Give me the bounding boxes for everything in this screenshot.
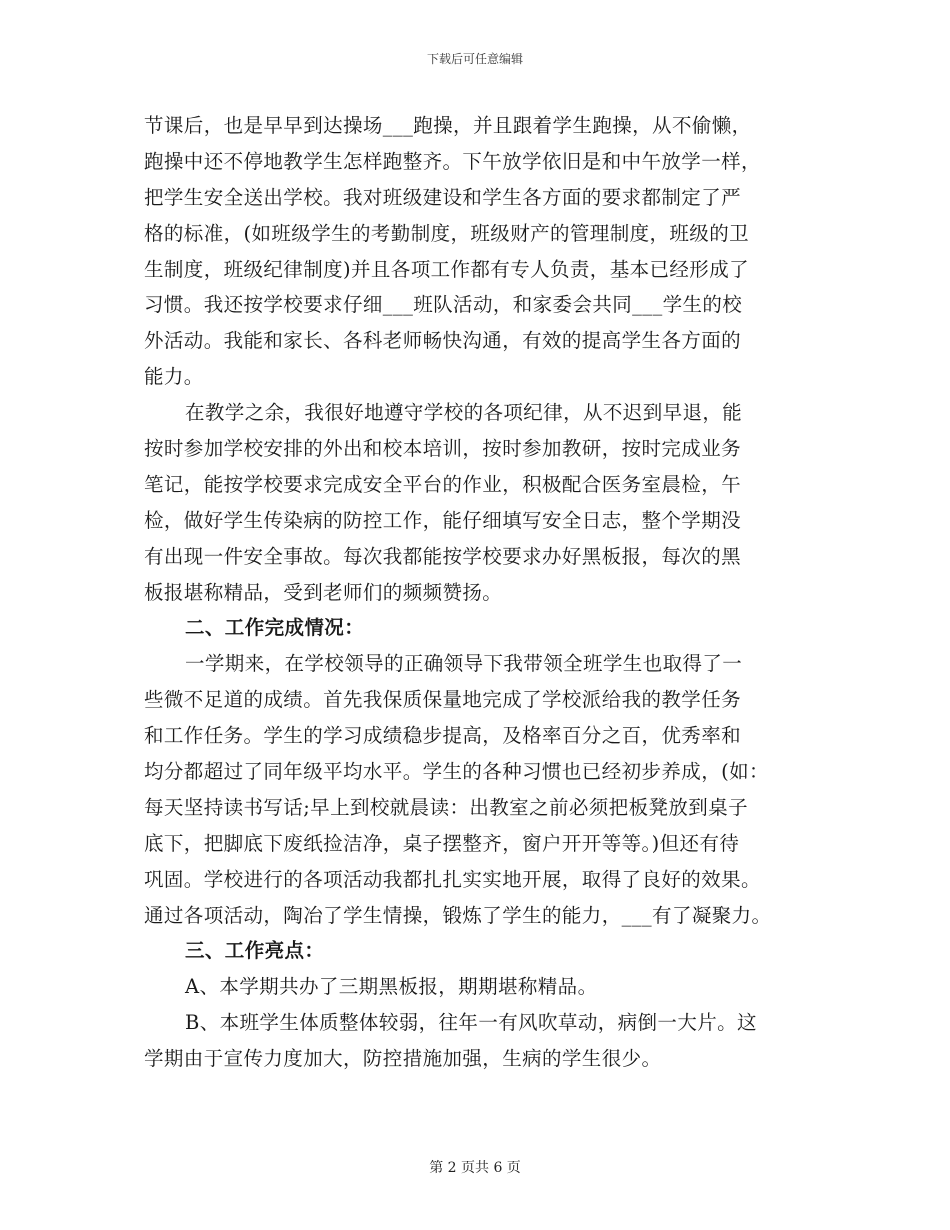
text-line: 学期由于宣传力度加大，防控措施加强，生病的学生很少。 <box>144 1047 662 1071</box>
text-line: 习惯。我还按学校要求仔细___班队活动，和家委会共同___学生的校 <box>144 293 743 317</box>
text-line: 底下，把脚底下废纸捡洁净，桌子摆整齐，窗户开开等等。)但还有待 <box>144 831 740 855</box>
section-heading: 三、工作亮点： <box>185 939 325 963</box>
text-line: 格的标准，(如班级学生的考勤制度，班级财产的管理制度，班级的卫 <box>144 221 750 245</box>
text-line: 些微不足道的成绩。首先我保质保量地完成了学校派给我的教学任务 <box>144 688 742 712</box>
text-line: 板报堪称精品，受到老师们的频频赞扬。 <box>144 580 503 604</box>
page-number: 第 2 页共 6 页 <box>429 1160 521 1176</box>
page-header: 下载后可任意编辑 <box>426 52 523 66</box>
text-line: 节课后，也是早早到达操场___跑操，并且跟着学生跑操，从不偷懒， <box>144 114 752 137</box>
text-line: 每天坚持读书写话;早上到校就晨读：出教室之前必须把板凳放到桌子 <box>144 795 748 819</box>
text-line: 笔记，能按学校要求完成安全平台的作业，积极配合医务室晨检，午 <box>144 472 742 496</box>
list-item: A、本学期共办了三期黑板报，期期堪称精品。 <box>185 975 598 999</box>
text-line: 检，做好学生传染病的防控工作，能仔细填写安全日志，整个学期没 <box>144 508 742 532</box>
text-line: 巩固。学校进行的各项活动我都扎扎实实地开展，取得了良好的效果。 <box>144 867 761 891</box>
list-item: B、本班学生体质整体较弱，往年一有风吹草动，病倒一大片。这 <box>185 1011 757 1035</box>
text-line: 有出现一件安全事故。每次我都能按学校要求办好黑板报，每次的黑 <box>144 544 742 568</box>
text-line: 生制度，班级纪律制度)并且各项工作都有专人负责，基本已经形成了 <box>144 257 750 281</box>
text-line: 把学生安全送出学校。我对班级建设和学生各方面的要求都制定了严 <box>144 185 742 209</box>
text-line: 能力。 <box>144 365 204 389</box>
text-line: 按时参加学校安排的外出和校本培训，按时参加教研，按时完成业务 <box>144 437 742 461</box>
text-line: 通过各项活动，陶冶了学生情操，锻炼了学生的能力，___有了凝聚力。 <box>144 903 772 927</box>
text-line: 和工作任务。学生的学习成绩稳步提高，及格率百分之百，优秀率和 <box>144 724 742 748</box>
section-heading: 二、工作完成情况： <box>185 616 365 640</box>
text-line: 均分都超过了同年级平均水平。学生的各种习惯也已经初步养成，(如： <box>144 760 769 784</box>
paragraph-start-line: 在教学之余，我很好地遵守学校的各项纪律，从不迟到早退，能 <box>185 401 743 425</box>
text-line: 外活动。我能和家长、各科老师畅快沟通，有效的提高学生各方面的 <box>144 329 742 353</box>
paragraph-start-line: 一学期来，在学校领导的正确领导下我带领全班学生也取得了一 <box>185 652 743 676</box>
text-line: 跑操中还不停地教学生怎样跑整齐。下午放学依旧是和中午放学一样， <box>144 149 761 173</box>
document-body <box>144 108 812 1077</box>
